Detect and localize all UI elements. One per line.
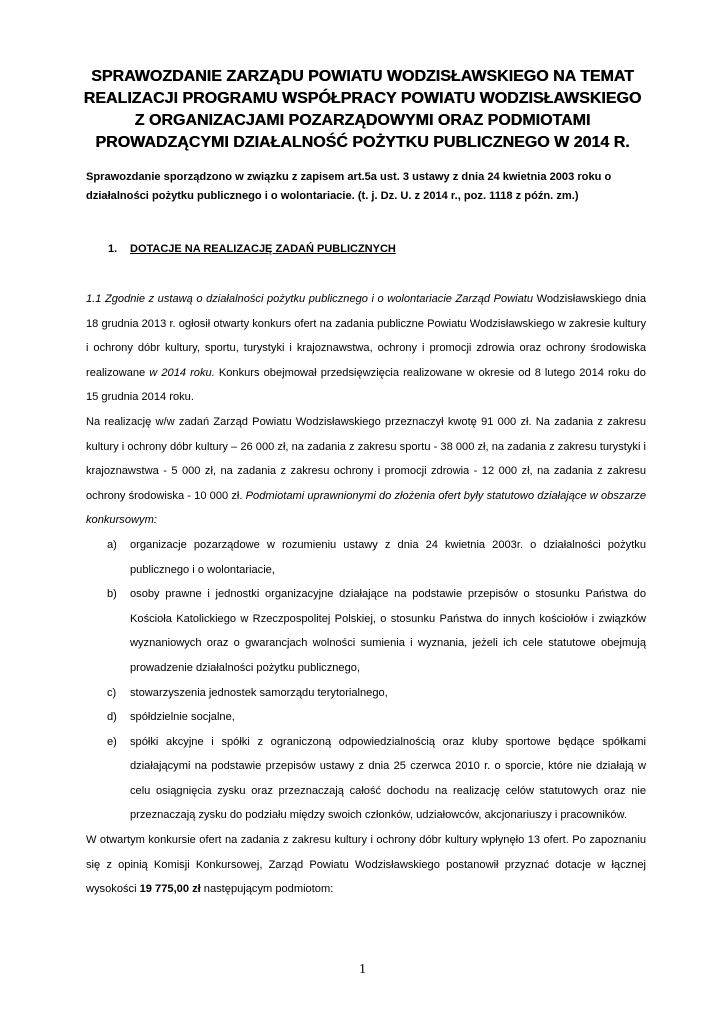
list-item-text: stowarzyszenia jednostek samorządu terytorialnego, [130,686,388,699]
paragraph-text: Wodzisławskiego dnia 18 grudnia 2013 r. ogłosił otwarty konkurs ofert na zadania publiczne Powiatu Wodzisławskiego w zakresie kultury i ochrony dóbr kultury, sportu, turystyki i krajoznawstwa, ochrony i promocji zdrowia oraz ochrony środowiska realizowane [86,293,646,379]
eligible-entities-list [86,533,646,828]
paragraph-year: w 2014 roku. [149,366,215,379]
report-title [70,66,655,154]
paragraph-text-end: Konkurs obejmował przedsięwzięcia realizowane w okresie od 8 lutego 2014 roku do 15 grudnia 2014 roku. [86,366,646,404]
paragraph-culture-offers [86,828,646,902]
list-item-letter: a) [107,538,117,551]
page-number: 1 [359,962,366,977]
legal-basis-note: Sprawozdanie sporządzono w związku z zapisem art.5a ust. 3 ustawy z dnia 24 kwietnia 2003 roku o działalności pożytku publicznego i o wolontariacie. (t. j. Dz. U. z 2014 r., poz. 1118 z późn. zm.) [86,171,612,202]
paragraph-1-1 [86,287,646,410]
section-number: 1. [108,243,118,255]
paragraph-eligibility: Podmiotami uprawnionymi do złożenia ofert były statutowo działające w obszarze konkursowym: [86,489,646,527]
list-item [86,681,646,706]
paragraph-intro: 1.1 Zgodnie z ustawą o działalności pożytku publicznego i o wolontariacie Zarząd Powiatu [86,293,534,305]
paragraph-text-end: następującym podmiotom: [200,883,334,896]
list-item [86,705,646,730]
list-item-letter: e) [107,735,117,748]
paragraph-funding [86,410,646,533]
list-item-text: spółki akcyjne i spółki z ograniczoną odpowiedzialnością oraz kluby sportowe będące spółkami działającymi na podstawie przepisów ustawy z dnia 25 czerwca 2010 r. o sporcie, które nie działają w celu osiągnięcia zysku oraz przeznaczają całość dochodu na realizację celów statutowych oraz nie przeznaczają zysku do podziału między swoich członków, udziałowców, akcjonariuszy i pracowników. [130,735,646,822]
list-item-text: osoby prawne i jednostki organizacyjne działające na podstawie przepisów o stosunku Państwa do Kościoła Katolickiego w Rzeczpospolitej Polskiej, o stosunku Państwa do innych kościołów i związków wyznaniowych oraz o gwarancjach wolności sumienia i wyznania, jeżeli ich cele statutowe obejmują prowadzenie działalności pożytku publicznego, [130,588,646,674]
section-heading [108,240,396,258]
document-body [86,287,646,902]
title-line: Z ORGANIZACJAMI POZARZĄDOWYMI ORAZ PODMIOTAMI [134,112,591,129]
list-item-letter: b) [107,588,117,601]
list-item-letter: d) [107,711,117,724]
paragraph-text: W otwartym konkursie ofert na zadania z zakresu kultury i ochrony dóbr kultury wpłynęło 13 ofert. Po zapoznaniu się z opinią Komisji Konkursowej, Zarząd Powiatu Wodzisławskiego postanowił przyznać dotacje w łącznej wysokości [86,834,646,896]
title-line: REALIZACJI PROGRAMU WSPÓŁPRACY POWIATU WODZISŁAWSKIEGO [83,90,642,107]
list-item [86,730,646,828]
title-line: PROWADZĄCYMI DZIAŁALNOŚĆ POŻYTKU PUBLICZNEGO W 2014 R. [95,134,630,151]
list-item-letter: c) [107,686,117,699]
grant-amount: 19 775,00 zł [139,883,201,896]
list-item [86,533,646,582]
list-item-text: spółdzielnie socjalne, [130,711,235,724]
section-title: DOTACJE NA REALIZACJĘ ZADAŃ PUBLICZNYCH [130,243,396,255]
list-item [86,582,646,680]
list-item-text: organizacje pozarządowe w rozumieniu ustawy z dnia 24 kwietnia 2003r. o działalności pożytku publicznego i o wolontariacie, [130,538,646,576]
title-line: SPRAWOZDANIE ZARZĄDU POWIATU WODZISŁAWSKIEGO NA TEMAT [91,68,634,85]
paragraph-text: Na realizację w/w zadań Zarząd Powiatu Wodzisławskiego przeznaczył kwotę 91 000 zł. Na zadania z zakresu kultury i ochrony dóbr kultury – 26 000 zł, na zadania z zakresu sportu - 38 000 zł, na zadania z zakresu turystyki i krajoznawstwa - 5 000 zł, na zadania z zakresu ochrony i promocji zdrowia - 12 000 zł, na zadania z zakresu ochrony środowiska - 10 000 zł. [86,415,646,502]
